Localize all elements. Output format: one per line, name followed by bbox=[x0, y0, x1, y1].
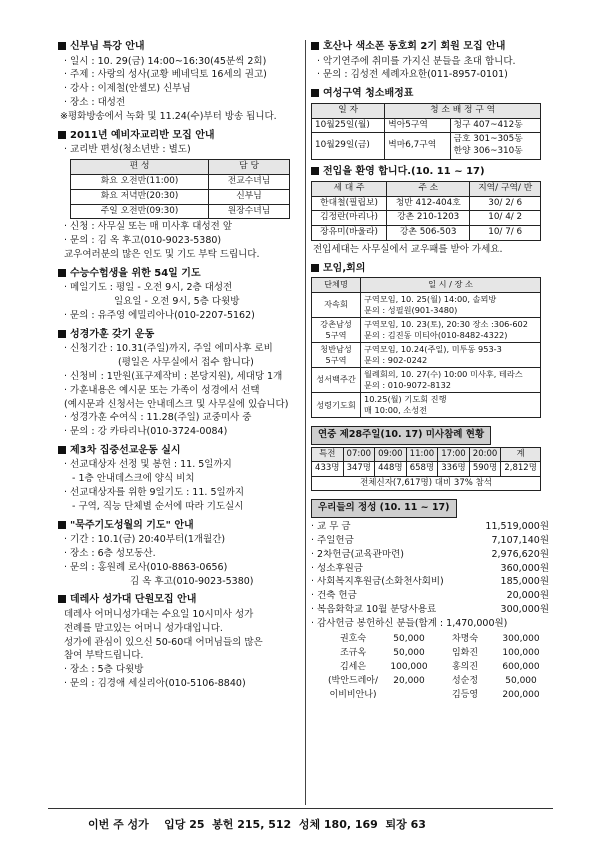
text-line: · 선교대상자를 위한 9일기도 : 11. 5일까지 bbox=[64, 487, 245, 499]
hymn-footer: 이번 주 성가 입당 25 봉헌 215, 512 성체 180, 169 퇴장 63 bbox=[88, 818, 426, 831]
footer-divider bbox=[48, 808, 553, 809]
text-line: - 1층 안내데스크에 양식 비치 bbox=[72, 473, 195, 485]
catechism-table bbox=[70, 159, 290, 220]
note: ※평화방송에서 녹화 및 11.24(수)부터 방송 됩니다. bbox=[60, 110, 277, 122]
column-divider bbox=[305, 40, 306, 805]
text-line: · 기간 : 10.1(금) 20:40부터(1개월간) bbox=[64, 534, 226, 546]
text-line: · 장소 : 6층 성모동산. bbox=[64, 548, 156, 559]
text-line: 성가에 관심이 있으신 50-60대 어머님들의 많은 bbox=[64, 636, 263, 648]
table-row: 화요 오전반(11:00) 전교수녀님 bbox=[71, 174, 290, 189]
square-bullet-icon bbox=[311, 167, 319, 175]
table-row: 전체신자(7,617명) 대비 37% 참석 bbox=[312, 476, 541, 490]
table-header: 일 시 / 장 소 bbox=[361, 278, 541, 292]
text-line: · 신청 : 사무실 또는 매 미사후 대성전 앞 bbox=[64, 221, 233, 233]
table-row: 자속회 구역모임, 10. 25(월) 14:00, 솔뫼방 문의 : 성필원(901-3480) bbox=[312, 292, 541, 317]
text-line: · 문의 : 강 카타리나(010-3724-0084) bbox=[64, 426, 228, 438]
text-line: · 신청비 : 1만원(표구제작비 : 본당지원), 세대당 1개 bbox=[64, 370, 283, 382]
table-row: 청반남성 5구역 구역모임, 10.24(주일), 미투동 953-3 문의 : 902-0242 bbox=[312, 342, 541, 367]
section-attendance bbox=[311, 423, 549, 491]
cleaning-table bbox=[311, 103, 541, 161]
text-line: 교우여러분의 많은 인도 및 기도 부탁 드립니다. bbox=[64, 249, 260, 260]
section-meetings bbox=[311, 262, 549, 418]
text-line: · 장소 : 대성전 bbox=[64, 96, 126, 108]
text-line: · 강사 : 이제철(안셀모) 신부님 bbox=[64, 83, 191, 95]
table-header: 청 소 배 정 구 역 bbox=[385, 103, 541, 118]
text-line: · 문의 : 홍원례 로사(010-8863-0656) bbox=[64, 561, 228, 573]
welcome-table bbox=[311, 181, 541, 242]
square-bullet-icon bbox=[311, 264, 319, 272]
offering-row: · 주일헌금 7,107,140원 bbox=[311, 534, 549, 546]
text-line: · 문의 : 김 옥 후고(010-9023-5380) bbox=[64, 235, 222, 247]
square-bullet-icon bbox=[58, 521, 66, 529]
table-row: 주일 오전반(09:30) 원장수녀님 bbox=[71, 204, 290, 219]
offering-title: 우리들의 정성 (10. 11 ~ 17) bbox=[311, 499, 457, 518]
text-line: · 주제 : 사랑의 성사(교황 베네딕토 16세의 권고) bbox=[64, 69, 267, 81]
text-line: 참여 부탁드립니다. bbox=[64, 650, 144, 662]
square-bullet-icon bbox=[58, 269, 66, 277]
attendance-title: 연중 제28주일(10. 17) 미사참례 현황 bbox=[311, 426, 491, 445]
text-line: (예시문과 신청서는 안내데스크 및 사무실에 있습니다) bbox=[64, 398, 289, 410]
table-row: 성서백주간 월례회의, 10. 27(수) 10:00 미사후, 테라스 문의 : 010-9072-8132 bbox=[312, 367, 541, 392]
text-line: · 선교대상자 선정 및 봉헌 : 11. 5일까지 bbox=[64, 459, 232, 471]
section-prayer54 bbox=[58, 267, 303, 323]
text-line: · 악기연주에 취미를 가지신 분들을 초대 합니다. bbox=[317, 55, 516, 67]
offering-row: · 교 무 금 11,519,000원 bbox=[311, 521, 549, 533]
text-line: · 신청기간 : 10.31(주일)까지, 주일 에미사후 로비 bbox=[64, 343, 273, 355]
section-cleaning bbox=[311, 87, 549, 160]
text-line: · 성경가훈 수여식 : 11.28(주일) 교중미사 중 bbox=[64, 412, 252, 424]
text-line: · 가훈내용은 예시문 또는 가족이 성경에서 선택 bbox=[64, 384, 260, 396]
table-row: 10월29일(금) 벽마6,7구역 금호 301~305동 한양 306~310동 bbox=[312, 133, 541, 160]
square-bullet-icon bbox=[58, 42, 66, 50]
table-row: 장유미(바울라) 강촌 506-503 10/ 7/ 6 bbox=[312, 226, 541, 241]
section-title: 여성구역 청소배정표 bbox=[311, 87, 549, 101]
text-line: · 장소 : 5층 다윗방 bbox=[64, 664, 144, 676]
square-bullet-icon bbox=[311, 89, 319, 97]
square-bullet-icon bbox=[58, 446, 66, 454]
section-rosary bbox=[58, 519, 303, 589]
table-row: 성령기도회 10.25(월) 기도회 진행 매 10:00, 소성전 bbox=[312, 393, 541, 418]
table-header: 단체명 bbox=[312, 278, 361, 292]
donation-title: · 감사헌금 봉헌하신 분들(합계 : 1,470,000원) bbox=[311, 617, 508, 629]
text-line: · 메일기도 : 평일 - 오전 9시, 2층 대성전 bbox=[64, 282, 233, 294]
section-catechism bbox=[58, 129, 303, 262]
table-header: 세 대 주 bbox=[312, 181, 387, 196]
table-row: 433명 347명 448명 658명 336명 590명 2,812명 bbox=[312, 462, 541, 476]
section-title: 전입을 환영 합니다.(10. 11 ~ 17) bbox=[311, 165, 549, 179]
square-bullet-icon bbox=[58, 595, 66, 603]
section-welcome bbox=[311, 165, 549, 257]
section-offering bbox=[311, 496, 549, 702]
text-line: · 문의 : 김경애 세실리아(010-5106-8840) bbox=[64, 678, 246, 689]
text-line: · 교리반 편성(청소년반 : 별도) bbox=[64, 144, 191, 156]
table-row: 한대철(필립보) 청반 412-404호 30/ 2/ 6 bbox=[312, 196, 541, 211]
section-bible bbox=[58, 328, 303, 439]
table-header: 일 자 bbox=[312, 103, 385, 118]
section-title: "묵주기도성월의 기도" 안내 bbox=[58, 519, 303, 533]
text-line: - 구역, 직능 단체별 순서에 따라 기도실시 bbox=[72, 500, 244, 512]
section-title: 신부님 특강 안내 bbox=[58, 40, 303, 54]
right-column bbox=[311, 38, 549, 707]
donor-list: 권호숙 50,000 차명숙 300,000 조규옥 50,000 임화진 100,000 김세은 100,000 홍의진 600,000 (박안드레아/ 20,000 성순정 50,000 이비비안나) 김등영 200,000 bbox=[327, 633, 540, 701]
offering-row: · 건축 헌금 20,000원 bbox=[311, 590, 549, 602]
table-row: 강촌남성 5구역 구역모임, 10. 23(토), 20:30 장소 :306-602 문의 : 김진동 미티아(010-8482-4322) bbox=[312, 317, 541, 342]
section-title: 데레사 성가대 단원모집 안내 bbox=[58, 593, 303, 607]
text-line: · 문의 : 김성전 세례자요한(011-8957-0101) bbox=[317, 69, 508, 81]
table-row: 10월25일(월) 벽아5구역 청구 407~412동 bbox=[312, 118, 541, 133]
section-saxophone bbox=[311, 40, 549, 82]
square-bullet-icon bbox=[58, 330, 66, 338]
section-theresa bbox=[58, 593, 303, 690]
text-line: 데레사 어머니성가대는 수요일 10시미사 성가 bbox=[64, 608, 254, 620]
text-line: · 일시 : 10. 29(금) 14:00~16:30(45분씩 2회) bbox=[64, 55, 267, 67]
table-header: 지역/ 구역/ 반 bbox=[470, 181, 541, 196]
section-title: 모임,회의 bbox=[311, 262, 549, 276]
square-bullet-icon bbox=[311, 42, 319, 50]
offering-row: · 사회복지후원금(소화천사회비) 185,000원 bbox=[311, 576, 549, 588]
section-mission bbox=[58, 444, 303, 514]
offering-row: · 2차헌금(교육관마련) 2,976,620원 bbox=[311, 548, 549, 560]
text-line: 전례를 맡고있는 어머니 성가대입니다. bbox=[64, 622, 223, 634]
attendance-table: 특전 07:00 09:00 11:00 17:00 20:00 계 433명 347명 448명 658명 336명 590명 2,812명 전체신자(7,617명) 대비 37% 참석 bbox=[311, 447, 541, 491]
square-bullet-icon bbox=[58, 131, 66, 139]
section-title: 제3차 집중선교운동 실시 bbox=[58, 444, 303, 458]
note: 전입세대는 사무실에서 교우패를 받아 가세요. bbox=[313, 244, 503, 256]
offering-row: · 복음화학교 10월 분당사용료 300,000원 bbox=[311, 604, 549, 616]
section-title: 2011년 예비자교리반 모집 안내 bbox=[58, 129, 303, 143]
text-line: · 문의 : 유주영 에밀리아나(010-2207-5162) bbox=[64, 309, 255, 321]
section-title: 성경가훈 갖기 운동 bbox=[58, 328, 303, 342]
table-row: 화요 저녁반(20:30) 신부님 bbox=[71, 189, 290, 204]
section-title: 호산나 색소폰 동호회 2기 회원 모집 안내 bbox=[311, 40, 549, 54]
meetings-table bbox=[311, 277, 541, 418]
section-title: 수능수험생을 위한 54일 기도 bbox=[58, 267, 303, 281]
left-column bbox=[58, 38, 303, 696]
offering-row: · 성소후원금 360,000원 bbox=[311, 562, 549, 574]
text-line: (평일은 사무실에서 접수 합니다) bbox=[118, 357, 254, 369]
section-priest bbox=[58, 40, 303, 124]
text-line: 김 옥 후고(010-9023-5380) bbox=[130, 575, 254, 587]
table-header: 편 성 bbox=[71, 159, 209, 174]
text-line: 일요일 - 오전 9시, 5층 다윗방 bbox=[114, 296, 240, 308]
table-header: 주 소 bbox=[387, 181, 470, 196]
table-row: 김정란(마리나) 강촌 210-1203 10/ 4/ 2 bbox=[312, 211, 541, 226]
table-header: 담 당 bbox=[209, 159, 290, 174]
